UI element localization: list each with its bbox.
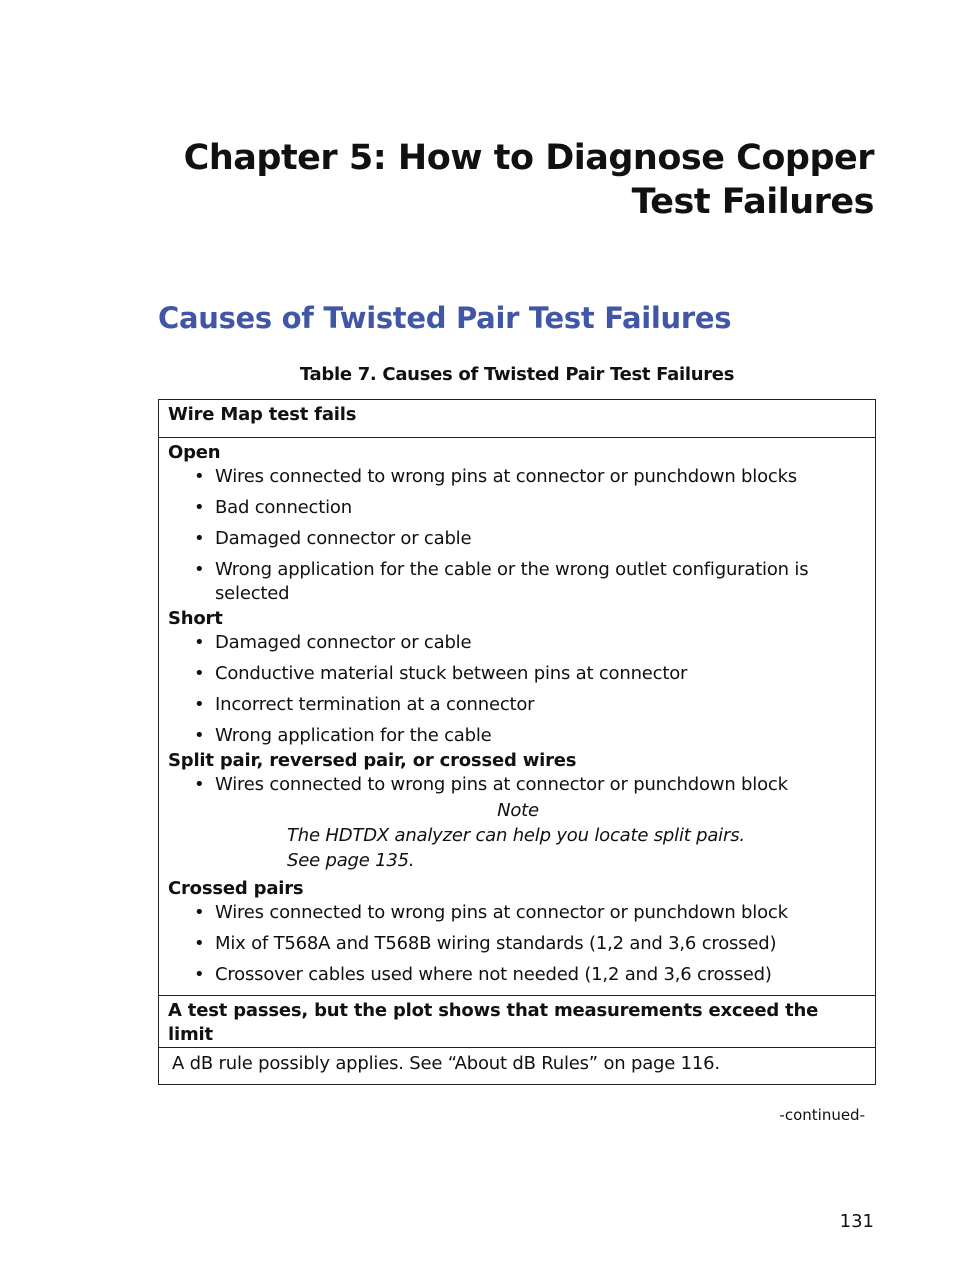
list-item-text: Wires connected to wrong pins at connector or punchdown block: [215, 774, 788, 795]
list-item-text: Wires connected to wrong pins at connector or punchdown block: [215, 902, 788, 923]
bullet-icon: •: [194, 632, 205, 653]
bullet-icon: •: [194, 964, 205, 985]
chapter-title-line-1: Chapter 5: How to Diagnose Copper: [183, 138, 874, 178]
list-item: [168, 496, 866, 520]
list-item-text: Wires connected to wrong pins at connector or punchdown blocks: [215, 466, 797, 487]
bullet-icon: •: [194, 528, 205, 549]
cause-group-split-pair: [168, 749, 866, 873]
list-item: [168, 773, 866, 797]
list-item-text: Wrong application for the cable: [215, 725, 492, 746]
cause-group-title: Crossed pairs: [168, 878, 304, 899]
bullet-icon: •: [194, 933, 205, 954]
exceed-limit-header: A test passes, but the plot shows that measurements exceed the limit: [159, 996, 876, 1048]
list-item-text: Damaged connector or cable: [215, 528, 472, 549]
continued-marker: -continued-: [779, 1106, 865, 1124]
note-text-line-2: See page 135.: [287, 850, 415, 871]
bullet-icon: •: [194, 725, 205, 746]
section-title: Causes of Twisted Pair Test Failures: [158, 301, 732, 335]
bullet-icon: •: [194, 663, 205, 684]
list-item: [168, 724, 866, 748]
bullet-icon: •: [194, 774, 205, 795]
list-item: [168, 465, 866, 489]
bullet-icon: •: [194, 559, 205, 580]
cause-list: [168, 631, 866, 748]
list-item: [168, 662, 866, 686]
list-item: [168, 558, 866, 606]
cause-group-title: Split pair, reversed pair, or crossed wires: [168, 750, 577, 771]
list-item-text: Mix of T568A and T568B wiring standards (1,2 and 3,6 crossed): [215, 933, 777, 954]
cause-group-crossed-pairs: [168, 877, 866, 987]
wire-map-header: Wire Map test fails: [159, 400, 876, 438]
cause-list: [168, 901, 866, 987]
cause-group-title: Short: [168, 608, 223, 629]
note-text-line-1: The HDTDX analyzer can help you locate split pairs.: [287, 825, 745, 846]
cause-group-title: Open: [168, 442, 221, 463]
list-item: [168, 901, 866, 925]
list-item-text: Damaged connector or cable: [215, 632, 472, 653]
bullet-icon: •: [194, 497, 205, 518]
list-item: [168, 693, 866, 717]
list-item-text: Wrong application for the cable or the wrong outlet configuration is selected: [215, 559, 809, 604]
bullet-icon: •: [194, 902, 205, 923]
cause-group-short: [168, 607, 866, 748]
table-row-wire-map-causes: [159, 438, 876, 996]
chapter-title: [154, 136, 874, 224]
cause-list: [168, 773, 866, 797]
page-number: 131: [839, 1211, 874, 1232]
chapter-title-line-2: Test Failures: [631, 182, 874, 222]
exceed-limit-answer: A dB rule possibly applies. See “About dB Rules” on page 116.: [159, 1048, 876, 1085]
causes-table: [158, 399, 876, 1085]
list-item-text: Crossover cables used where not needed (1,2 and 3,6 crossed): [215, 964, 772, 985]
wire-map-causes-cell: [159, 438, 876, 996]
cause-list: [168, 465, 866, 606]
list-item-text: Incorrect termination at a connector: [215, 694, 535, 715]
list-item-text: Conductive material stuck between pins at connector: [215, 663, 688, 684]
bullet-icon: •: [194, 466, 205, 487]
note-label: Note: [497, 800, 539, 821]
cause-group-open: [168, 441, 866, 606]
list-item: [168, 631, 866, 655]
table-row-exceed-answer: [159, 1048, 876, 1085]
list-item: [168, 963, 866, 987]
list-item-text: Bad connection: [215, 497, 352, 518]
table-row-exceed-header: [159, 996, 876, 1048]
bullet-icon: •: [194, 694, 205, 715]
list-item: [168, 932, 866, 956]
table-caption: Table 7. Causes of Twisted Pair Test Failures: [299, 364, 735, 385]
table-row-wire-map-header: [159, 400, 876, 438]
list-item: [168, 527, 866, 551]
note: [168, 798, 866, 873]
